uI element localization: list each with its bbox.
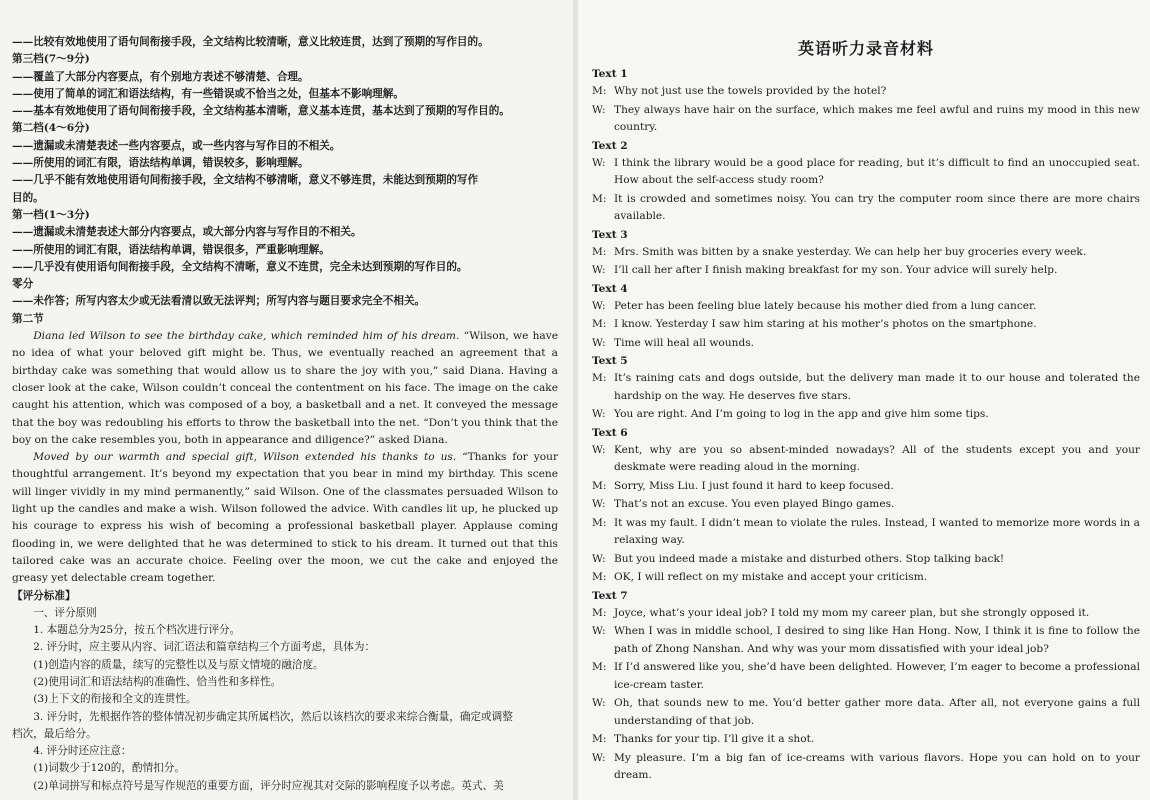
text-line: ——基本有效地使用了语句间衔接手段，全文结构基本清晰，意义基本连贯，基本达到了预期的写作目的。 — [12, 105, 510, 118]
text-label: Text 5 — [592, 355, 628, 367]
dialogue-line — [592, 569, 1140, 587]
dialogue-line — [592, 695, 1140, 730]
speaker-label: W: — [592, 156, 606, 169]
paragraph-2-lead: Moved by our warmth and special gift, Wilson extended his thanks to us. — [33, 451, 457, 464]
text-line: ——所使用的词汇有限，语法结构单调，错误较多，影响理解。 — [12, 157, 309, 170]
dialogue-text: Why not just use the towels provided by the hotel? — [614, 85, 887, 97]
speaker-label: M: — [592, 606, 607, 619]
dialogue-text: Sorry, Miss Liu. I just found it hard to keep focused. — [614, 479, 894, 492]
dialogue-text: Mrs. Smith was bitten by a snake yesterday. We can help her buy groceries every week. — [614, 245, 1087, 258]
paragraph-1-body: “Wilson, we have no idea of what your beloved gift might be. Thus, we eventually reached an agreement that a birthday cake was something that would allow us to share the joy with you,” said Diana. Having a closer look at the cake, Wilson couldn’t conceal the contentment on his face. The image on the cake caught his attention, which was composed of a boy, a basketball and a net. It conveyed the message that the boy was redoubling his efforts to throw the basketball into the net. “Don’t you think that the boy on the cake resembles you, both in appearance and diligence?” asked Diana. — [12, 330, 558, 446]
dialogue-line — [592, 191, 1140, 226]
dialogue-text: My pleasure. I’m a big fan of ice-creams with various flavors. Hope you can hold on to your dream. — [614, 751, 1140, 781]
text-line: 2. 评分时，应主要从内容、词汇语法和篇章结构三个方面考虑，具体为： — [33, 641, 376, 654]
dialogue-line — [592, 83, 1140, 101]
text-line: 【评分标准】 — [12, 589, 76, 602]
text-line: 第一档(1～3分) — [12, 208, 90, 221]
dialogue-line — [592, 623, 1140, 658]
dialogue-text: I’ll call her after I finish making breakfast for my son. Your advice will surely help. — [614, 264, 1058, 276]
speaker-label: W: — [592, 299, 606, 312]
speaker-label: W: — [592, 408, 606, 420]
dialogue-line — [592, 155, 1140, 190]
dialogue-line — [592, 731, 1140, 749]
dialogue-line — [592, 515, 1140, 550]
text-line: ——使用了简单的词汇和语法结构，有一些错误或不恰当之处，但基本不影响理解。 — [12, 87, 404, 100]
scoring-criteria — [12, 34, 558, 328]
text-line: 档次，最后给分。 — [12, 727, 97, 740]
speaker-label: M: — [592, 318, 607, 330]
text-line: 3. 评分时，先根据作答的整体情况初步确定其所属档次，然后以该档次的要求来综合衡量，确定或调整 — [33, 710, 513, 723]
text-line: (2)使用词汇和语法结构的准确性、恰当性和多样性。 — [33, 675, 282, 688]
dialogue-line — [592, 335, 1140, 353]
speaker-label: W: — [592, 103, 606, 116]
dialogue-line — [592, 370, 1140, 405]
paragraph-1-lead: Diana led Wilson to see the birthday cake, which reminded him of his dream. — [33, 330, 460, 343]
continuation-paragraph-2 — [12, 449, 558, 587]
dialogue-line — [592, 298, 1140, 316]
text-line: 第二节 — [12, 312, 44, 325]
text-line: 零分 — [12, 278, 34, 291]
dialogue-text: They always have hair on the surface, which makes me feel awful and ruins my mood in this new country. — [614, 103, 1140, 133]
listening-transcripts — [592, 66, 1140, 785]
text-line: ——覆盖了大部分内容要点，有个别地方表述不够清楚、合理。 — [12, 70, 309, 83]
dialogue-line — [592, 102, 1140, 137]
speaker-label: M: — [592, 85, 607, 97]
text-label: Text 6 — [592, 426, 628, 439]
speaker-label: M: — [592, 372, 607, 384]
text-label: Text 4 — [592, 282, 628, 295]
text-line: 4. 评分时还应注意： — [33, 745, 132, 758]
text-line: ——未作答；所写内容太少或无法看清以致无法评判；所写内容与题目要求完全不相关。 — [12, 295, 426, 308]
speaker-label: W: — [592, 264, 606, 276]
dialogue-text: I think the library would be a good place for reading, but it’s difficult to find an unoccupied seat. How about the self-access study room? — [614, 156, 1140, 186]
dialogue-text: You are right. And I’m going to log in the app and give him some tips. — [614, 408, 989, 420]
text-label: Text 7 — [592, 589, 628, 602]
text-line: 第三档(7～9分) — [12, 53, 90, 66]
dialogue-text: Peter has been feeling blue lately because his mother died from a lung cancer. — [614, 299, 1037, 312]
text-line: (2)单词拼写和标点符号是写作规范的重要方面，评分时应视其对交际的影响程度予以考虑。英式、美 — [33, 779, 504, 792]
dialogue-text: Joyce, what’s your ideal job? I told my mom my career plan, but she strongly opposed it. — [614, 606, 1090, 619]
speaker-label: M: — [592, 661, 607, 673]
dialogue-line — [592, 262, 1140, 280]
speaker-label: W: — [592, 552, 606, 565]
speaker-label: M: — [592, 516, 607, 529]
dialogue-line — [592, 316, 1140, 334]
text-line: (3)上下文的衔接和全文的连贯性。 — [33, 693, 197, 706]
text-line: ——所使用的词汇有限，语法结构单调，错误很多，严重影响理解。 — [12, 243, 330, 256]
dialogue-text: Kent, why are you so absent-minded nowadays? All of the students except you and your deskmate were reading aloud in the morning. — [614, 443, 1140, 473]
dialogue-text: Oh, that sounds new to me. You’d better gather more data. After all, not everyone gains a full understanding of that job. — [614, 697, 1140, 727]
speaker-label: M: — [592, 192, 607, 205]
speaker-label: W: — [592, 336, 606, 349]
speaker-label: M: — [592, 245, 607, 258]
left-column — [0, 0, 572, 800]
text-line: (1)创造内容的质量，续写的完整性以及与原文情境的融洽度。 — [33, 658, 324, 671]
dialogue-text: If I’d answered like you, she’d have been delighted. However, I’m eager to become a professional ice-cream taster. — [614, 661, 1140, 691]
dialogue-line — [592, 244, 1140, 262]
dialogue-line — [592, 551, 1140, 569]
dialogue-text: It was my fault. I didn’t mean to violate the rules. Instead, I wanted to memorize more words in a relaxing way. — [614, 516, 1140, 546]
page-title: 英语听力录音材料 — [797, 39, 934, 58]
speaker-label: M: — [592, 571, 607, 583]
speaker-label: W: — [592, 625, 606, 637]
dialogue-line — [592, 605, 1140, 623]
speaker-label: M: — [592, 479, 607, 492]
dialogue-line — [592, 750, 1140, 785]
text-line: 一、评分原则 — [33, 606, 97, 619]
text-line: 第二档(4～6分) — [12, 122, 90, 135]
speaker-label: M: — [592, 733, 607, 745]
dialogue-text: But you indeed made a mistake and disturbed others. Stop talking back! — [614, 552, 1005, 565]
dialogue-text: When I was in middle school, I desired to sing like Han Hong. Now, I think it is fine to follow the path of Zhong Nanshan. And why was your mom dissatisfied with your ideal job? — [614, 625, 1140, 655]
speaker-label: W: — [592, 443, 606, 456]
dialogue-text: It is crowded and sometimes noisy. You can try the computer room since there are more chairs available. — [614, 192, 1140, 222]
dialogue-text: That’s not an excuse. You even played Bingo games. — [614, 498, 895, 510]
dialogue-line — [592, 478, 1140, 496]
marking-standards — [12, 588, 558, 796]
dialogue-text: It’s raining cats and dogs outside, but the delivery man made it to our house and tolerated the hardship on the way. He deserves five stars. — [614, 372, 1140, 402]
text-line: ——几乎不能有效地使用语句间衔接手段，全文结构不够清晰，意义不够连贯，未能达到预期的写作 — [12, 174, 479, 187]
speaker-label: W: — [592, 697, 606, 709]
text-line: 1. 本题总分为25分，按五个档次进行评分。 — [33, 624, 241, 637]
continuation-paragraph-1 — [12, 328, 558, 449]
dialogue-text: Time will heal all wounds. — [614, 336, 755, 349]
text-label: Text 1 — [592, 68, 628, 80]
text-line: ——遗漏或未清楚表述大部分内容要点，或大部分内容与写作目的不相关。 — [12, 226, 362, 239]
text-label: Text 2 — [592, 139, 628, 152]
text-line: ——几乎没有使用语句间衔接手段，全文结构不清晰，意义不连贯，完全未达到预期的写作目的。 — [12, 260, 468, 273]
right-column — [578, 0, 1150, 800]
dialogue-line — [592, 659, 1140, 694]
dialogue-text: Thanks for your tip. I’ll give it a shot. — [614, 733, 815, 745]
dialogue-line — [592, 406, 1140, 424]
dialogue-text: OK, I will reflect on my mistake and accept your criticism. — [614, 571, 928, 583]
text-line: (1)词数少于120的，酌情扣分。 — [33, 762, 185, 775]
text-line: ——比较有效地使用了语句间衔接手段，全文结构比较清晰，意义比较连贯，达到了预期的写作目的。 — [12, 36, 489, 48]
speaker-label: W: — [592, 751, 606, 764]
text-line: ——遗漏或未清楚表述一些内容要点，或一些内容与写作目的不相关。 — [12, 139, 341, 152]
speaker-label: W: — [592, 498, 606, 510]
dialogue-text: I know. Yesterday I saw him staring at his mother’s photos on the smartphone. — [614, 318, 1037, 330]
text-label: Text 3 — [592, 228, 628, 241]
dialogue-line — [592, 442, 1140, 477]
text-line: 目的。 — [12, 191, 44, 204]
paragraph-2-body: “Thanks for your thoughtful arrangement. It’s beyond my expectation that you bear in mind my birthday. This scene will linger vividly in my mind permanently,” said Wilson. One of the classmates persuaded Wilson to light up the candles and make a wish. Wilson followed the advice. With candles lit up, he plucked up his courage to express his wish of becoming a professional basketball player. Applause coming flooding in, we were delighted that he was determined to stick to his dream. It turned out that this tailored cake was an accurate choice. Feeling over the moon, we cut the cake and enjoyed the greasy yet delectable cream together. — [12, 451, 558, 585]
dialogue-line — [592, 496, 1140, 514]
